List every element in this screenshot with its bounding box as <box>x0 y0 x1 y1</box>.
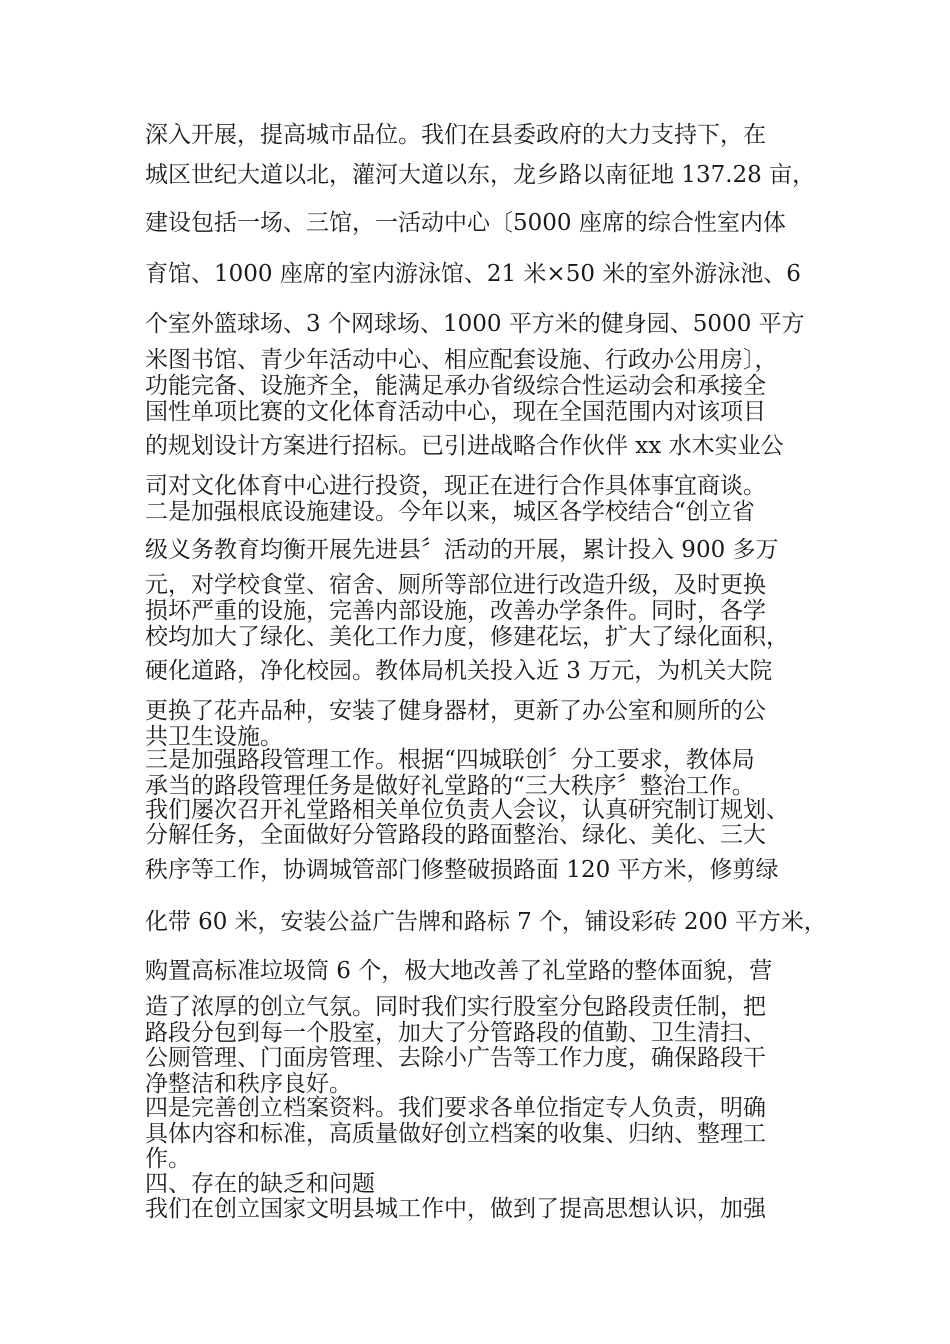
text-line: 硬化道路，净化校园。教体局机关投入近 3 万元，为机关大院 <box>145 658 773 684</box>
section-heading: 四、存在的缺乏和问题 <box>145 1171 375 1197</box>
text-line: 三是加强路段管理工作。根据“四城联创〞分工要求，教体局 <box>145 747 755 773</box>
text-line: 损坏严重的设施，完善内部设施，改善办学条件。同时，各学 <box>145 598 766 624</box>
text-line: 具体内容和标准，高质量做好创立档案的收集、归纳、整理工 <box>145 1121 766 1147</box>
text-line: 共卫生设施。 <box>145 724 283 750</box>
text-line: 我们在创立国家文明县城工作中，做到了提高思想认识，加强 <box>145 1196 766 1222</box>
text-line: 分解任务，全面做好分管路段的路面整治、绿化、美化、三大 <box>145 822 766 848</box>
text-line: 校均加大了绿化、美化工作力度，修建花坛，扩大了绿化面积， <box>145 624 789 650</box>
text-line: 级义务教育均衡开展先进县〞活动的开展，累计投入 900 多万 <box>145 537 779 563</box>
text-line: 城区世纪大道以北，灌河大道以东，龙乡路以南征地 137.28 亩， <box>145 162 816 188</box>
text-line: 购置高标准垃圾筒 6 个，极大地改善了礼堂路的整体面貌，营 <box>145 958 773 984</box>
text-line: 功能完备、设施齐全，能满足承办省级综合性运动会和承接全 <box>145 373 766 399</box>
text-line: 公厕管理、门面房管理、去除小广告等工作力度，确保路段干 <box>145 1045 766 1071</box>
text-line: 净整洁和秩序良好。 <box>145 1071 352 1097</box>
text-line: 个室外篮球场、3 个网球场、1000 平方米的健身园、5000 平方 <box>145 311 805 337</box>
text-line: 国性单项比赛的文化体育活动中心，现在全国范围内对该项目 <box>145 399 766 425</box>
text-line: 化带 60 米，安装公益广告牌和路标 7 个，铺设彩砖 200 平方米， <box>145 909 827 935</box>
text-line: 四是完善创立档案资料。我们要求各单位指定专人负责，明确 <box>145 1095 766 1121</box>
text-line: 造了浓厚的创立气氛。同时我们实行股室分包路段责任制，把 <box>145 994 766 1020</box>
text-line: 作。 <box>145 1146 191 1172</box>
text-line: 二是加强根底设施建设。今年以来，城区各学校结合“创立省 <box>145 499 755 525</box>
text-line: 米图书馆、青少年活动中心、相应配套设施、行政办公用房〕， <box>145 347 778 373</box>
text-line: 深入开展，提高城市品位。我们在县委政府的大力支持下，在 <box>145 122 766 148</box>
text-line: 更换了花卉品种，安装了健身器材，更新了办公室和厕所的公 <box>145 698 766 724</box>
text-line: 承当的路段管理任务是做好礼堂路的“三大秩序〞整治工作。 <box>145 773 755 799</box>
text-line: 路段分包到每一个股室，加大了分管路段的值勤、卫生清扫、 <box>145 1020 766 1046</box>
text-line: 建设包括一场、三馆，一活动中心〔5000 座席的综合性室内体 <box>145 210 786 236</box>
text-line: 育馆、1000 座席的室内游泳馆、21 米×50 米的室外游泳池、6 <box>145 261 801 287</box>
text-line: 的规划设计方案进行招标。已引进战略合作伙伴 xx 水木实业公 <box>145 433 784 459</box>
text-line: 我们屡次召开礼堂路相关单位负责人会议，认真研究制订规划、 <box>145 797 789 823</box>
text-line: 秩序等工作，协调城管部门修整破损路面 120 平方米，修剪绿 <box>145 857 779 883</box>
text-line: 司对文化体育中心进行投资，现正在进行合作具体事宜商谈。 <box>145 473 766 499</box>
text-line: 元，对学校食堂、宿舍、厕所等部位进行改造升级，及时更换 <box>145 572 766 598</box>
